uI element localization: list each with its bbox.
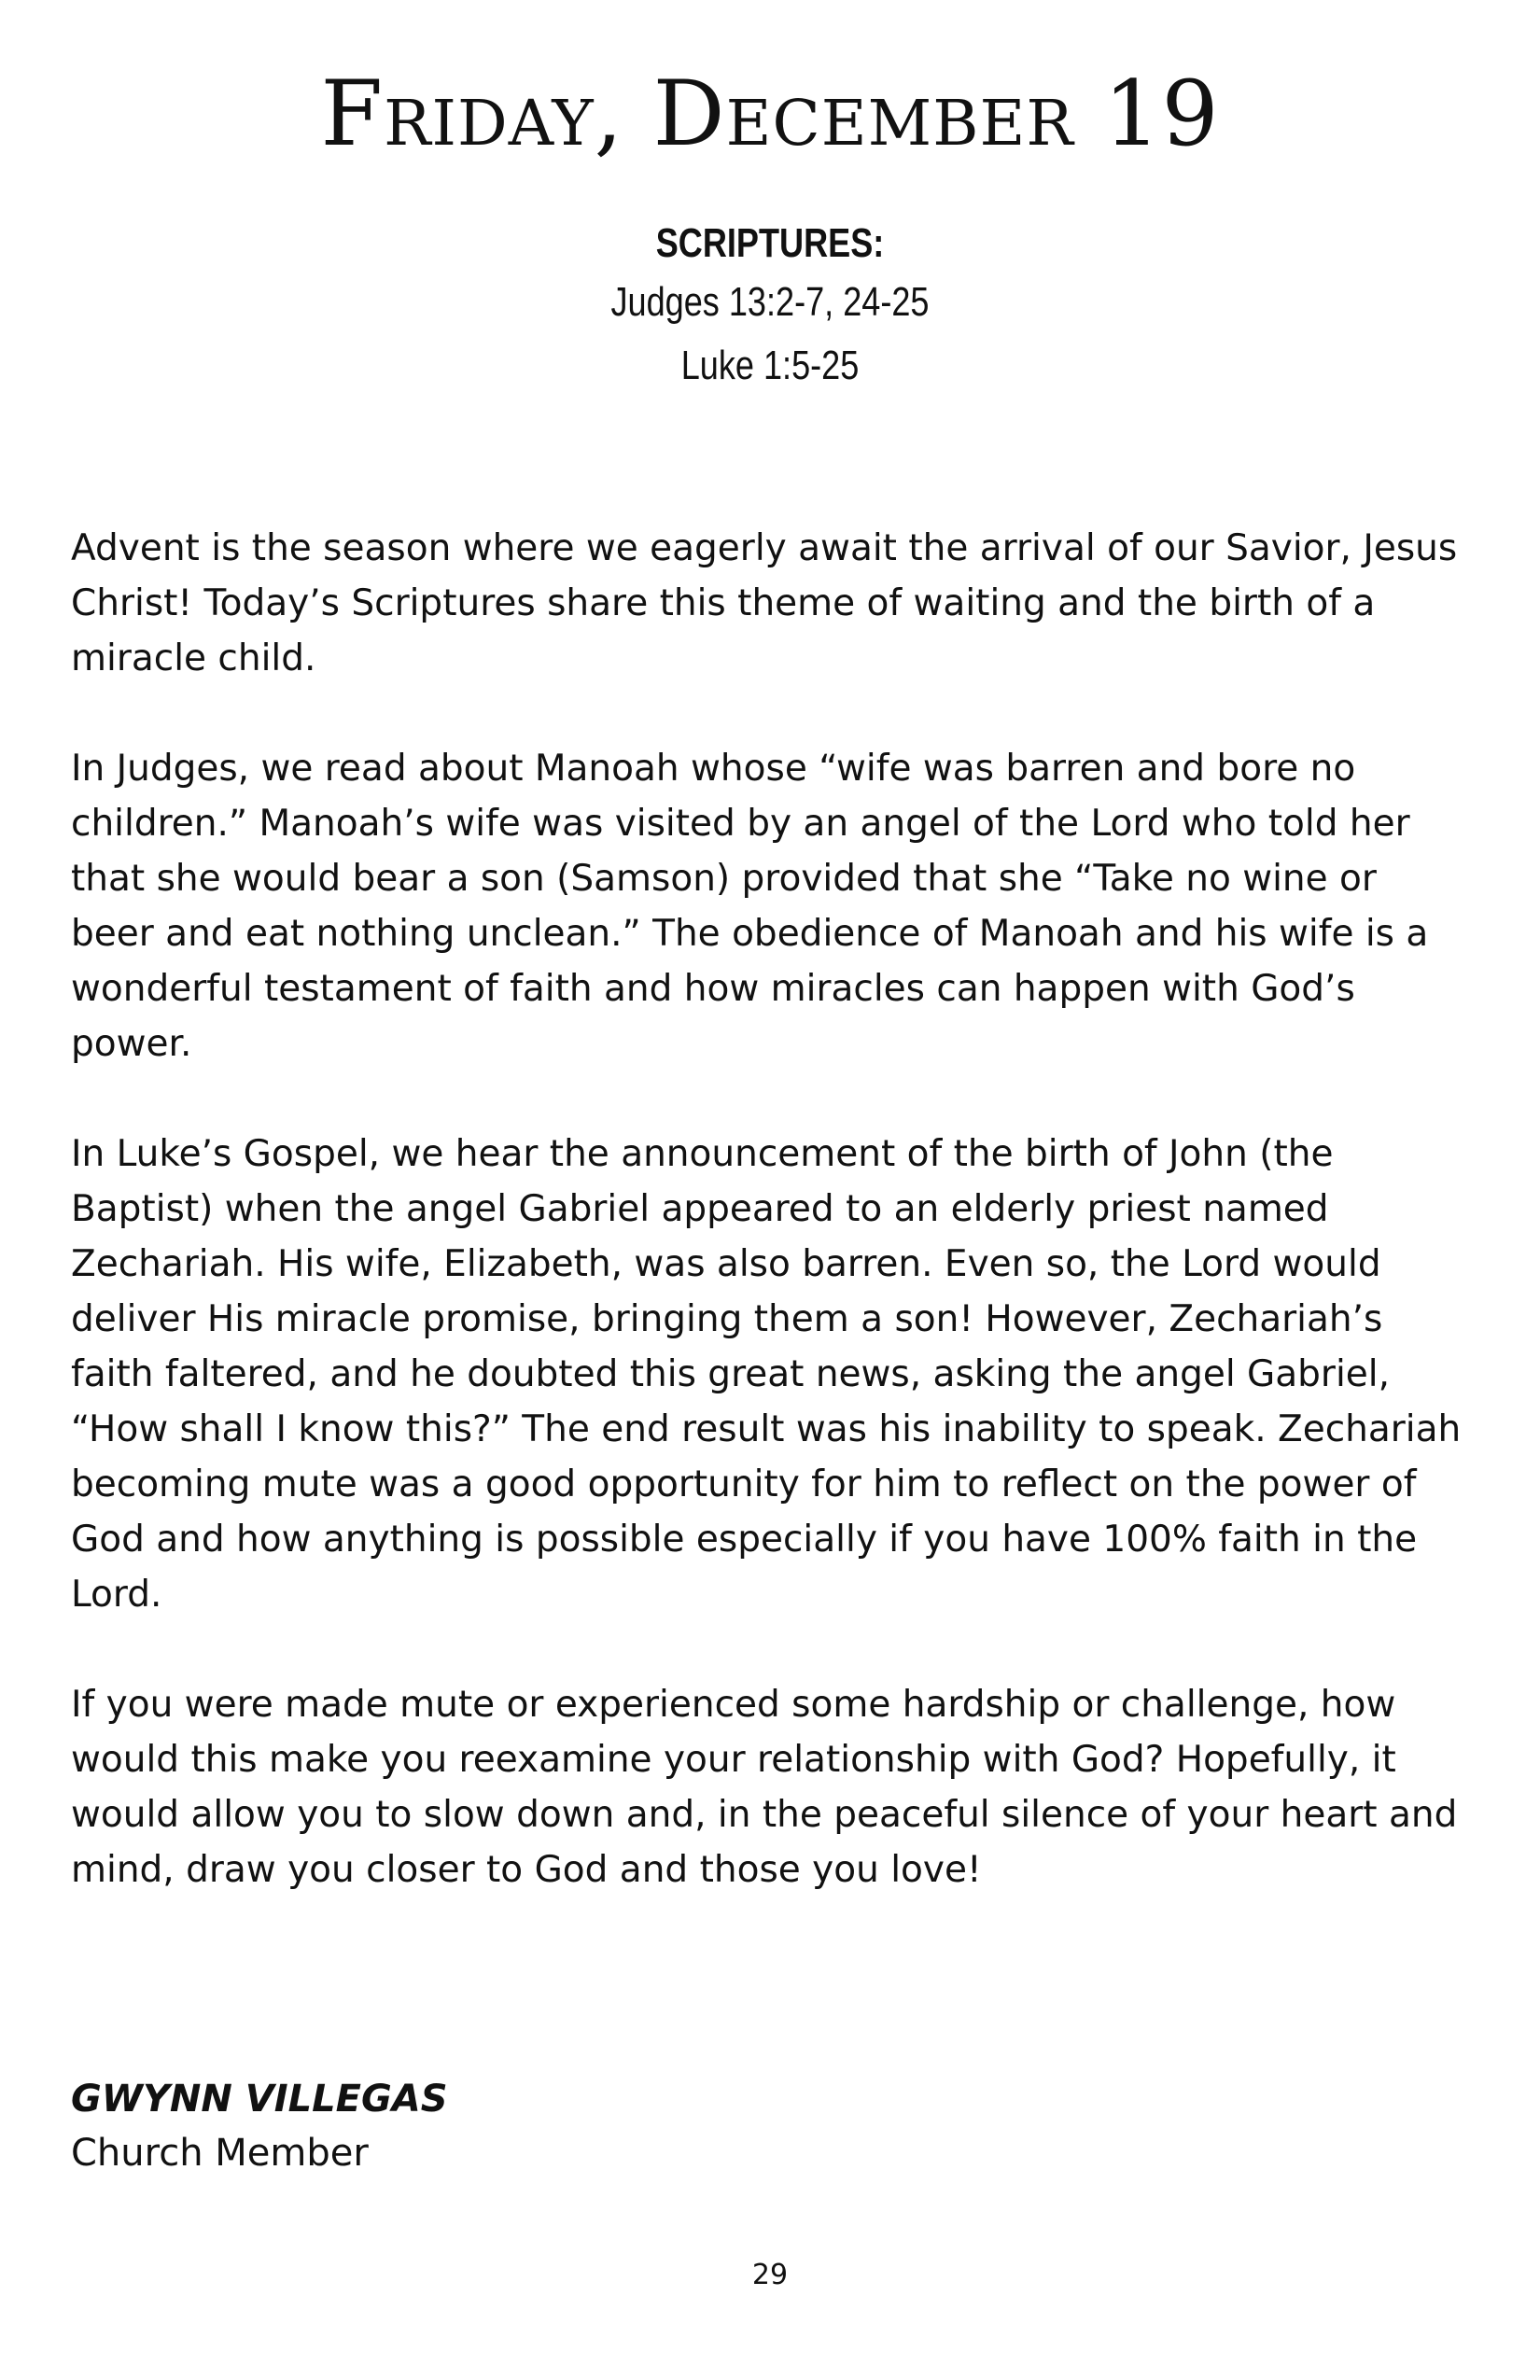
body-paragraph: In Luke’s Gospel, we hear the announcement of the birth of John (the Baptist) when the angel Gabriel appeared to an elderly priest named Zechariah. His wife, Elizabeth, was also barren. Even so, the Lord would deliver His miracle promise, bringing them a son! However, Zechariah’s faith faltered, and he doubted this great news, asking the angel Gabriel, “How shall I know this?” The end result was his inability to speak. Zechariah becoming mute was a good opportunity for him to reflect on the power of God and how anything is possible especially if you have 100% faith in the Lord.: [71, 1133, 1462, 1616]
author-role: Church Member: [71, 2132, 369, 2175]
body-paragraph: If you were made mute or experienced some hardship or challenge, how would this make you reexamine your relationship with God? Hopefully, it would allow you to slow down and, in the peaceful silence of your heart and mind, draw you closer to God and those you love!: [71, 1684, 1458, 1891]
page-title: Friday, December 19: [320, 62, 1220, 166]
scripture-reference-judges: Judges 13:2-7, 24-25: [610, 279, 930, 325]
devotional-body: [71, 521, 1471, 1953]
scriptures-block: [0, 217, 1540, 398]
scriptures-heading: SCRIPTURES:: [655, 220, 885, 266]
scripture-reference-luke: Luke 1:5-25: [680, 343, 860, 388]
page-number: 29: [751, 2259, 789, 2291]
author-block: [71, 2072, 448, 2180]
body-paragraph: In Judges, we read about Manoah whose “wife was barren and bore no children.” Manoah’s wife was visited by an angel of the Lord who told her that she would bear a son (Samson) provided that she “Take no wine or beer and eat nothing unclean.” The obedience of Manoah and his wife is a wonderful testament of faith and how miracles can happen with God’s power.: [71, 748, 1429, 1065]
author-name: GWYNN VILLEGAS: [71, 2078, 448, 2121]
body-paragraph: Advent is the season where we eagerly await the arrival of our Savior, Jesus Christ! Today’s Scriptures share this theme of waiting and the birth of a miracle child.: [71, 527, 1458, 679]
